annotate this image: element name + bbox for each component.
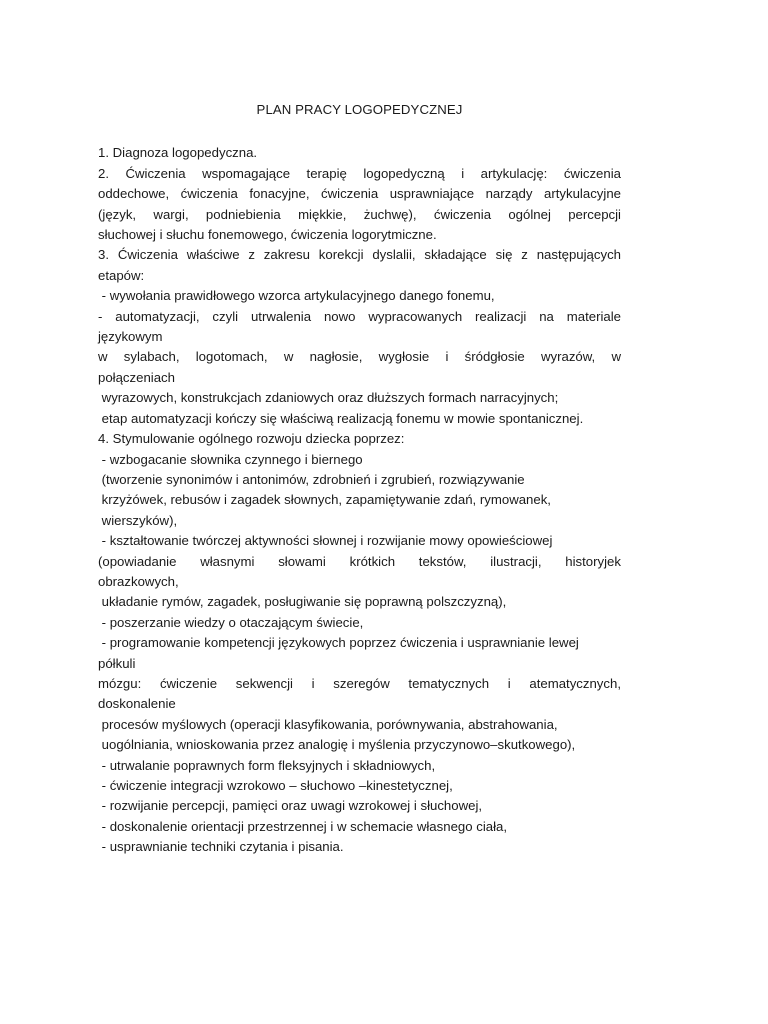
document-line: etapów: — [98, 267, 145, 283]
document-line: - utrwalanie poprawnych form fleksyjnych i składniowych, — [98, 757, 436, 773]
document-line: 3. Ćwiczenia właściwe z zakresu korekcji dyslalii, składające się z następujących — [98, 247, 621, 263]
document-line: - kształtowanie twórczej aktywności słownej i rozwijanie mowy opowieściowej — [98, 533, 553, 549]
document-line: mózgu: ćwiczenie sekwencji i szeregów tematycznych i atematycznych, — [98, 675, 621, 691]
document-line: - doskonalenie orientacji przestrzennej i w schemacie własnego ciała, — [98, 818, 508, 834]
document-line: językowym — [98, 329, 163, 345]
document-line: obrazkowych, — [98, 573, 179, 589]
document-line: (opowiadanie własnymi słowami krótkich tekstów, ilustracji, historyjek — [98, 553, 621, 569]
document-line: słuchowej i słuchu fonemowego, ćwiczenia logorytmiczne. — [98, 227, 437, 243]
document-line: układanie rymów, zagadek, posługiwanie się poprawną polszczyzną), — [98, 594, 507, 610]
document-line: doskonalenie — [98, 696, 176, 712]
document-line: etap automatyzacji kończy się właściwą realizacją fonemu w mowie spontanicznej. — [98, 410, 584, 426]
document-line: uogólniania, wnioskowania przez analogię i myślenia przyczynowo–skutkowego), — [98, 737, 576, 753]
document-body — [98, 143, 621, 857]
document-line: - automatyzacji, czyli utrwalenia nowo wypracowanych realizacji na materiale — [98, 308, 621, 324]
document-line: (tworzenie synonimów i antonimów, zdrobnień i zgrubień, rozwiązywanie — [98, 471, 525, 487]
document-page — [98, 100, 621, 858]
document-line: krzyżówek, rebusów i zagadek słownych, zapamiętywanie zdań, rymowanek, — [98, 492, 551, 508]
document-line: 4. Stymulowanie ogólnego rozwoju dziecka poprzez: — [98, 431, 405, 447]
document-line: (język, wargi, podniebienia miękkie, żuchwę), ćwiczenia ogólnej percepcji — [98, 206, 621, 222]
document-line: półkuli — [98, 655, 136, 671]
document-line: 2. Ćwiczenia wspomagające terapię logopedyczną i artykulację: ćwiczenia — [98, 165, 621, 181]
document-line: procesów myślowych (operacji klasyfikowania, porównywania, abstrahowania, — [98, 716, 558, 732]
document-line: - wzbogacanie słownika czynnego i biernego — [98, 451, 363, 467]
document-line: wierszyków), — [98, 512, 178, 528]
document-line: - programowanie kompetencji językowych poprzez ćwiczenia i usprawnianie lewej — [98, 635, 579, 651]
document-line: oddechowe, ćwiczenia fonacyjne, ćwiczenia usprawniające narządy artykulacyjne — [98, 186, 621, 202]
document-line: w sylabach, logotomach, w nagłosie, wygłosie i śródgłosie wyrazów, w — [98, 349, 621, 365]
document-line: - rozwijanie percepcji, pamięci oraz uwagi wzrokowej i słuchowej, — [98, 798, 483, 814]
document-line: wyrazowych, konstrukcjach zdaniowych oraz dłuższych formach narracyjnych; — [98, 390, 559, 406]
document-line: - wywołania prawidłowego wzorca artykulacyjnego danego fonemu, — [98, 288, 495, 304]
document-line: 1. Diagnoza logopedyczna. — [98, 145, 258, 161]
document-line: - ćwiczenie integracji wzrokowo – słuchowo –kinestetycznej, — [98, 778, 453, 793]
document-line: - poszerzanie wiedzy o otaczającym świecie, — [98, 614, 364, 630]
document-title: PLAN PRACY LOGOPEDYCZNEJ — [256, 102, 463, 117]
document-line: - usprawnianie techniki czytania i pisania. — [98, 839, 344, 855]
document-line: połączeniach — [98, 369, 175, 385]
